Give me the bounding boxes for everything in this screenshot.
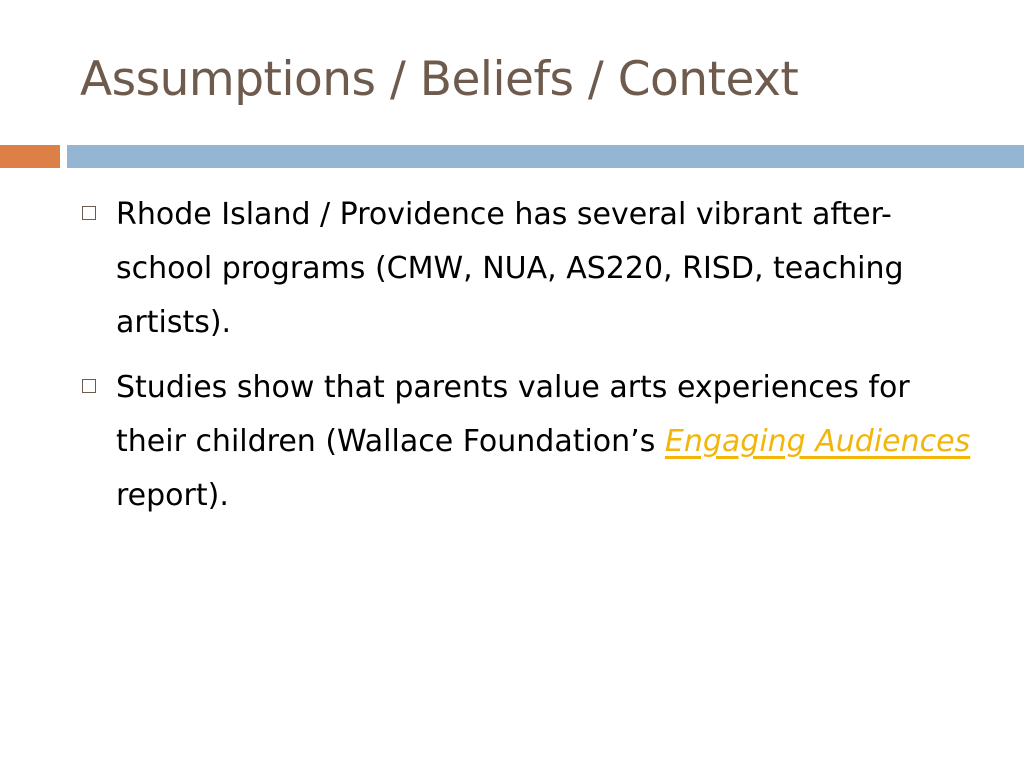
slide-title: Assumptions / Beliefs / Context bbox=[80, 52, 799, 107]
bullet-text-before-link: Studies show that parents value arts experiences for their children (Wallace Foundation’s bbox=[116, 370, 910, 459]
square-bullet-icon bbox=[82, 379, 96, 393]
accent-bar-blue bbox=[67, 145, 1024, 168]
accent-bar-orange bbox=[0, 145, 60, 168]
square-bullet-icon bbox=[82, 206, 96, 220]
bullet-text: Rhode Island / Providence has several vibrant after-school programs (CMW, NUA, AS220, RISD, teaching artists). bbox=[116, 197, 904, 340]
bullet-list bbox=[80, 188, 980, 534]
engaging-audiences-link[interactable]: Engaging Audiences bbox=[664, 424, 971, 459]
bullet-item bbox=[80, 188, 980, 350]
bullet-item bbox=[80, 361, 980, 523]
bullet-text-after-link: report). bbox=[116, 478, 229, 513]
